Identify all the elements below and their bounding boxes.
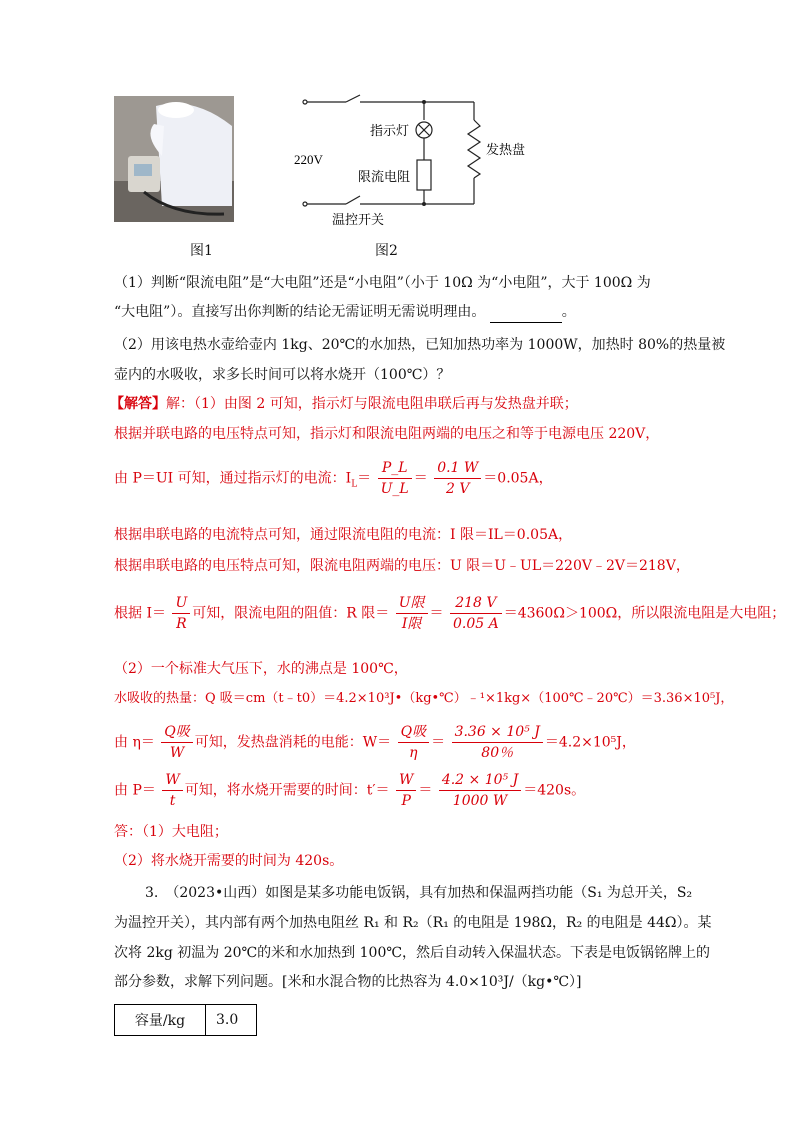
answer-line6 [114,593,785,634]
numerator: P_L [378,458,412,479]
denominator: 1000 W [452,793,508,809]
fraction [162,770,182,811]
equals: ＝ [418,782,433,799]
equals: ＝ [413,470,428,487]
equals: ＝ [431,734,446,751]
fraction [396,770,416,811]
denominator: P [401,793,411,809]
numerator: 218 V [450,593,502,614]
problem3-line4: 部分参数，求解下列问题。[米和水混合物的比热容为 4.0×10³J/（kg•℃）] [114,974,582,990]
subscript: L [351,479,358,490]
spec-label-cell: 容量/kg [115,1005,206,1036]
problem3-line3: 次将 2kg 初温为 20℃的米和水加热到 100℃，然后自动转入保温状态。下表是电饭锅铭牌上的 [114,945,711,961]
fraction [161,722,192,763]
fraction [452,722,543,763]
heater-label: 发热盘 [486,142,526,157]
denominator: η [409,745,418,761]
result: ＝420s。 [523,782,586,799]
denominator: 80％ [481,745,514,761]
answer-line4: 根据串联电路的电流特点可知，通过限流电阻的电流：I 限＝IL＝0.05A， [114,527,573,543]
numerator: W [396,770,416,791]
blank-period: 。 [561,304,576,320]
numerator: Q吸 [161,722,192,743]
text: 由 η＝ [114,734,155,751]
numerator: 4.2 × 10⁵ J [439,770,521,791]
figure1-caption: 图1 [190,243,213,259]
fraction [172,593,190,634]
answer-line10 [114,770,585,811]
numerator: Q吸 [398,722,429,743]
fraction [396,593,428,634]
switch-label: 温控开关 [332,212,385,227]
denominator: 0.05 A [452,616,499,632]
question1-line1: （1）判断“限流电阻”是“大电阻”还是“小电阻”（小于 10Ω 为“小电阻”，大于 100Ω 为 [114,275,651,291]
equals: ＝ [429,605,444,622]
fraction [378,458,412,499]
result: ＝4360Ω＞100Ω，所以限流电阻是大电阻； [503,605,786,622]
numerator: W [162,770,182,791]
question1-text: “大电阻”）。直接写出你判断的结论无需证明无需说明理由。 [114,304,486,320]
answer-line1 [110,394,578,414]
table-row [115,1005,257,1036]
numerator: U限 [396,593,428,614]
spec-value-cell: 3.0 [206,1005,257,1036]
fraction [434,458,481,499]
answer-tag: 【解答】 [110,396,166,412]
problem3-line1: 3. （2023•山西）如图是某多功能电饭锅，具有加热和保温两挡功能（S₁ 为总开关，S₂ [145,885,693,901]
answer-blank [490,302,562,323]
numerator: U [172,593,190,614]
answer-text: 解：（1）由图 2 可知，指示灯与限流电阻串联后再与发热盘并联； [166,396,578,412]
text: 根据 I＝ [114,605,166,622]
circuit-diagram [288,92,526,232]
figure2-caption: 图2 [375,243,398,259]
answer-line3 [114,458,553,499]
fraction [450,593,502,634]
answer-line11: 答：（1）大电阻； [114,824,228,840]
answer-line2: 根据并联电路的电压特点可知，指示灯和限流电阻两端的电压之和等于电源电压 220V， [114,426,660,442]
fraction [398,722,429,763]
text: 可知，限流电阻的阻值：R 限＝ [192,605,390,622]
result: ＝4.2×10⁵J， [544,734,636,751]
equals: ＝ [357,470,372,487]
text: 可知，将水烧开需要的时间：t′＝ [184,782,390,799]
answer-line5: 根据串联电路的电压特点可知，限流电阻两端的电压：U 限＝U﹣UL＝220V﹣2V＝218V， [114,558,690,574]
question1-line2 [114,302,576,323]
spec-table [114,1004,257,1036]
text: 由 P＝ [114,782,156,799]
denominator: t [169,793,176,809]
question2-line1: （2）用该电热水壶给壶内 1kg、20℃的水加热，已知加热功率为 1000W，加热时 80%的热量被 [114,337,726,353]
indicator-label: 指示灯 [370,123,410,138]
resistor-label: 限流电阻 [358,169,411,184]
answer-line8: 水吸收的热量：Q 吸＝cm（t﹣t0）＝4.2×10³J•（kg•℃）﹣¹×1kg×（100℃﹣20℃）＝3.36×10⁵J， [114,691,734,706]
voltage-label: 220V [294,152,323,167]
denominator: W [169,745,185,761]
denominator: I限 [401,616,422,632]
numerator: 3.36 × 10⁵ J [452,722,543,743]
answer-line12: （2）将水烧开需要的时间为 420s。 [114,853,344,869]
problem3-line2: 为温控开关），其内部有两个加热电阻丝 R₁ 和 R₂（R₁ 的电阻是 198Ω，R₂ 的电阻是 44Ω）。某 [114,915,712,931]
text: 由 P＝UI 可知，通过指示灯的电流：I [114,470,352,487]
result: ＝0.05A， [483,470,553,487]
question2-line2: 壶内的水吸收，求多长时间可以将水烧开（100℃）？ [114,367,451,383]
answer-line7: （2）一个标准大气压下，水的沸点是 100℃， [114,661,408,677]
text: 可知，发热盘消耗的电能：W＝ [194,734,392,751]
kettle-photo [114,96,234,222]
numerator: 0.1 W [434,458,481,479]
answer-line9 [114,722,636,763]
denominator: U_L [380,481,409,497]
fraction [439,770,521,811]
denominator: 2 V [446,481,470,497]
denominator: R [176,616,187,632]
